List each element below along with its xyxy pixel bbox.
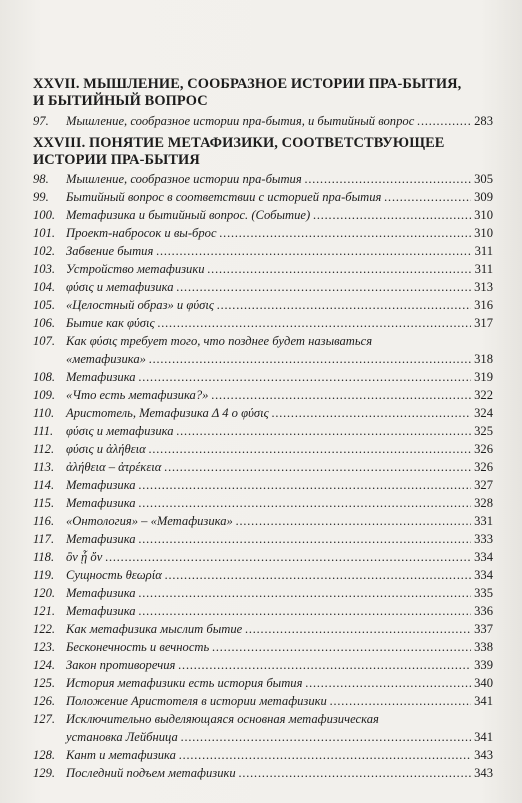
toc-entry-number: 106. [33, 316, 56, 330]
toc-entry-title: История метафизики есть история бытия [66, 676, 303, 690]
toc-entry-list [33, 112, 493, 130]
toc-entry-number: 125. [33, 676, 56, 690]
dot-leader [236, 512, 471, 530]
toc-entry-list [33, 170, 493, 782]
toc-entry-page: 326 [474, 460, 493, 474]
toc-entry-page: 338 [474, 640, 493, 654]
toc-entry [33, 314, 493, 332]
toc-entry-page: 311 [474, 244, 493, 258]
toc-entry [33, 170, 493, 188]
toc-entry [33, 422, 493, 440]
toc-entry-page: 283 [474, 114, 493, 128]
toc-entry-page: 310 [474, 208, 493, 222]
toc-entry-number: 113. [33, 460, 55, 474]
toc-entry [33, 440, 493, 458]
toc-entry-number: 122. [33, 622, 56, 636]
chapter-heading-line: И БЫТИЙНЫЙ ВОПРОС [33, 93, 208, 109]
toc-entry-page: 331 [474, 514, 493, 528]
chapter-heading-line: ИСТОРИИ ПРА-БЫТИЯ [33, 152, 200, 168]
toc-entry-title: Последний подъем метафизики [66, 766, 236, 780]
toc-entry-number: 112. [33, 442, 55, 456]
dot-leader [164, 458, 471, 476]
dot-leader [105, 548, 471, 566]
toc-entry [33, 458, 493, 476]
toc-entry-title: Кант и метафизика [66, 748, 176, 762]
toc-entry-number: 102. [33, 244, 56, 258]
toc-entry-title: Бытие как φύσις [66, 316, 155, 330]
toc-entry [33, 656, 493, 674]
toc-entry-title: «Онтология» – «Метафизика» [66, 514, 233, 528]
toc-entry [33, 296, 493, 314]
toc-entry-page: 340 [474, 676, 493, 690]
dot-leader [139, 494, 472, 512]
toc-entry-number: 107. [33, 334, 56, 348]
dot-leader [305, 170, 471, 188]
toc-entry-number: 114. [33, 478, 55, 492]
toc-entry-page: 322 [474, 388, 493, 402]
toc-entry-page: 318 [474, 352, 493, 366]
dot-leader [179, 746, 471, 764]
toc-entry-title: Метафизика [66, 604, 136, 618]
toc-entry-number: 109. [33, 388, 56, 402]
chapter-heading-line: XXVIII. ПОНЯТИЕ МЕТАФИЗИКИ, СООТВЕТСТВУЮЩЕЕ [33, 135, 445, 151]
toc-entry [33, 548, 493, 566]
toc-entry-title-continued: «метафизика» [66, 352, 146, 366]
dot-leader [177, 278, 472, 296]
toc-entry-number: 121. [33, 604, 56, 618]
toc-entry [33, 224, 493, 242]
dot-leader [211, 386, 471, 404]
toc-entry-number: 99. [33, 190, 49, 204]
toc-entry-page: 309 [474, 190, 493, 204]
toc-entry [33, 692, 493, 710]
toc-entry-page: 337 [474, 622, 493, 636]
toc-entry [33, 188, 493, 206]
toc-entry-number: 116. [33, 514, 55, 528]
toc-entry-title: «Что есть метафизика?» [66, 388, 209, 402]
toc-entry-title: Метафизика [66, 532, 136, 546]
toc-entry [33, 332, 493, 368]
dot-leader [245, 620, 471, 638]
toc-entry [33, 746, 493, 764]
toc-entry-page: 336 [474, 604, 493, 618]
toc-entry-title: Положение Аристотеля в истории метафизики [66, 694, 327, 708]
toc-entry-title: ὂν ᾗ ὄν [66, 550, 103, 564]
toc-entry-title-continued: установка Лейбница [66, 730, 178, 744]
toc-entry [33, 368, 493, 386]
toc-entry-number: 110. [33, 406, 55, 420]
toc-entry-number: 100. [33, 208, 56, 222]
toc-entry-number: 115. [33, 496, 55, 510]
toc-entry [33, 386, 493, 404]
toc-entry [33, 112, 493, 130]
toc-entry-number: 117. [33, 532, 55, 546]
toc-entry [33, 710, 493, 746]
toc-entry-title: Мышление, сообразное истории пра-бытия [66, 172, 302, 186]
toc-entry-title: Забвение бытия [66, 244, 154, 258]
toc-entry-title: «Целостный образ» и φύσις [66, 298, 214, 312]
toc-entry-title: ἀλήθεια – ἀτρέκεια [66, 460, 162, 474]
toc-entry-number: 129. [33, 766, 56, 780]
toc-entry-title: Сущность θεωρία [66, 568, 162, 582]
dot-leader [272, 404, 471, 422]
toc-entry-page: 324 [474, 406, 493, 420]
toc-entry-number: 103. [33, 262, 56, 276]
toc-entry-title: Метафизика [66, 496, 136, 510]
table-of-contents [33, 76, 493, 782]
toc-entry-number: 111. [33, 424, 54, 438]
toc-entry-page: 333 [474, 532, 493, 546]
toc-entry-title: φύσις и метафизика [66, 280, 174, 294]
toc-entry [33, 494, 493, 512]
toc-entry-number: 124. [33, 658, 56, 672]
toc-entry-page: 326 [474, 442, 493, 456]
toc-entry [33, 512, 493, 530]
toc-entry-page: 327 [474, 478, 493, 492]
toc-entry-page: 310 [474, 226, 493, 240]
dot-leader [384, 188, 471, 206]
toc-entry [33, 620, 493, 638]
toc-entry [33, 764, 493, 782]
toc-entry-title: Исключительно выделяющаяся основная метафизическая [66, 712, 379, 726]
toc-entry-number: 123. [33, 640, 56, 654]
toc-entry [33, 530, 493, 548]
toc-entry-title: Бесконечность и вечность [66, 640, 210, 654]
dot-leader [305, 674, 471, 692]
toc-entry-page: 316 [474, 298, 493, 312]
toc-entry-page: 335 [474, 586, 493, 600]
toc-entry-number: 119. [33, 568, 55, 582]
dot-leader [220, 224, 472, 242]
dot-leader [156, 242, 471, 260]
dot-leader [181, 728, 471, 746]
toc-entry-number: 97. [33, 114, 49, 128]
toc-entry-line [33, 332, 493, 350]
toc-entry-page: 339 [474, 658, 493, 672]
toc-entry-page: 313 [474, 280, 493, 294]
toc-entry-title: Как φύσις требует того, что позднее будет называться [66, 334, 373, 348]
toc-entry-number: 127. [33, 712, 56, 726]
toc-entry-number: 120. [33, 586, 56, 600]
toc-entry [33, 206, 493, 224]
dot-leader [149, 350, 471, 368]
toc-entry-title: Метафизика [66, 586, 136, 600]
toc-entry [33, 242, 493, 260]
dot-leader [165, 566, 471, 584]
dot-leader [330, 692, 471, 710]
toc-entry-number: 104. [33, 280, 56, 294]
dot-leader [139, 530, 472, 548]
toc-entry-title: Проект-набросок и вы-брос [66, 226, 217, 240]
toc-entry [33, 278, 493, 296]
toc-entry [33, 404, 493, 422]
toc-entry-page: 328 [474, 496, 493, 510]
dot-leader [208, 260, 472, 278]
chapter-heading-xxviii [33, 135, 493, 169]
toc-entry-title: Метафизика и бытийный вопрос. (Событие) [66, 208, 311, 222]
chapter-heading-xxvii [33, 76, 493, 110]
toc-entry-page: 305 [474, 172, 493, 186]
toc-entry-line [33, 710, 493, 728]
dot-leader [178, 656, 471, 674]
toc-entry-line [33, 350, 493, 368]
toc-entry-page: 334 [474, 550, 493, 564]
dot-leader [139, 602, 472, 620]
toc-entry [33, 260, 493, 278]
toc-entry-page: 325 [474, 424, 493, 438]
toc-entry-page: 343 [474, 748, 493, 762]
chapter-heading-line: XXVII. МЫШЛЕНИЕ, СООБРАЗНОЕ ИСТОРИИ ПРА-БЫТИЯ, [33, 76, 462, 92]
toc-entry-title: Аристотель, Метафизика Δ 4 о φύσις [66, 406, 269, 420]
dot-leader [139, 368, 472, 386]
toc-entry-title: φύσις и ἀλήθεια [66, 442, 146, 456]
dot-leader [313, 206, 471, 224]
toc-entry-title: Мышление, сообразное истории пра-бытия, и бытийный вопрос [66, 114, 415, 128]
dot-leader [158, 314, 472, 332]
toc-entry-number: 101. [33, 226, 56, 240]
toc-entry-number: 108. [33, 370, 56, 384]
toc-entry-number: 98. [33, 172, 49, 186]
toc-entry [33, 638, 493, 656]
toc-entry-page: 319 [474, 370, 493, 384]
toc-entry-page: 317 [474, 316, 493, 330]
toc-entry-number: 128. [33, 748, 56, 762]
toc-entry-title: Метафизика [66, 478, 136, 492]
dot-leader [212, 638, 471, 656]
toc-entry [33, 602, 493, 620]
toc-entry-page: 341 [474, 694, 493, 708]
toc-entry-page: 311 [474, 262, 493, 276]
toc-entry [33, 476, 493, 494]
toc-entry [33, 566, 493, 584]
dot-leader [149, 440, 471, 458]
dot-leader [139, 584, 472, 602]
dot-leader [239, 764, 471, 782]
toc-entry-number: 118. [33, 550, 55, 564]
toc-entry-number: 126. [33, 694, 56, 708]
toc-entry-title: Устройство метафизики [66, 262, 205, 276]
toc-entry-title: Закон противоречия [66, 658, 176, 672]
dot-leader [177, 422, 472, 440]
toc-entry-title: Метафизика [66, 370, 136, 384]
toc-entry [33, 584, 493, 602]
dot-leader [139, 476, 472, 494]
toc-entry-title: φύσις и метафизика [66, 424, 174, 438]
dot-leader [217, 296, 471, 314]
toc-entry-page: 341 [474, 730, 493, 744]
toc-entry-title: Как метафизика мыслит бытие [66, 622, 243, 636]
toc-entry-number: 105. [33, 298, 56, 312]
toc-entry-page: 343 [474, 766, 493, 780]
toc-entry-title: Бытийный вопрос в соответствии с историей пра-бытия [66, 190, 382, 204]
toc-entry [33, 674, 493, 692]
toc-entry-page: 334 [474, 568, 493, 582]
dot-leader [417, 112, 471, 130]
toc-entry-line [33, 728, 493, 746]
